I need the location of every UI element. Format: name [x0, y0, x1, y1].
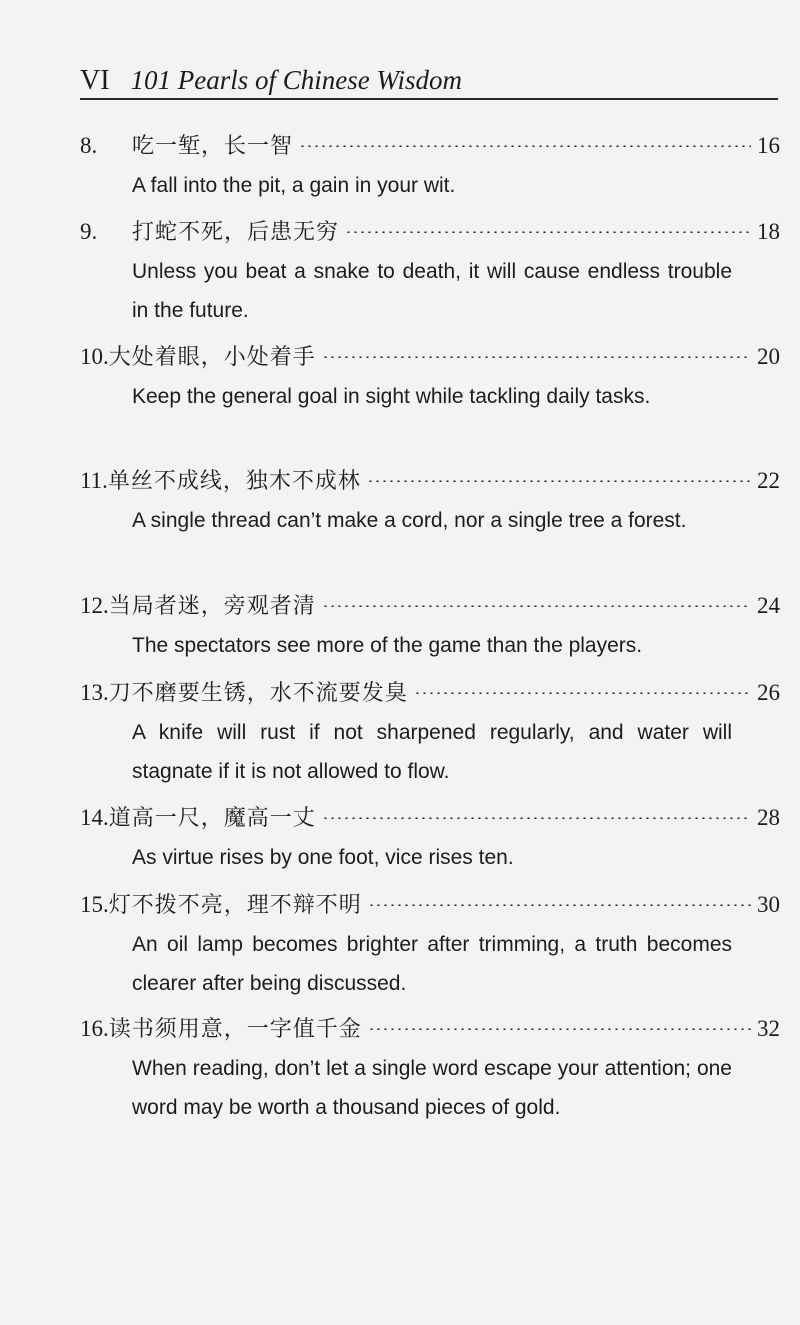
- entry-chinese-title: 单丝不成线，独木不成林: [107, 469, 361, 494]
- entry-english-translation: As virtue rises by one foot, vice rises ten.: [132, 846, 514, 869]
- dot-leader: [322, 356, 751, 358]
- entry-english-translation: A single thread can’t make a cord, nor a single tree a forest.: [132, 509, 687, 532]
- entry-english-translation: When reading, don’t let a single word escape your attention; one word may be worth a thousand pieces of gold.: [132, 1057, 732, 1119]
- entry-page-number: 32: [757, 1016, 780, 1041]
- entry-number: 11.: [80, 468, 108, 493]
- entry-chinese-title: 吃一堑，长一智: [132, 134, 294, 159]
- toc-entry-heading: [80, 126, 780, 166]
- toc-entry: [80, 1009, 780, 1127]
- toc-entry: [80, 885, 780, 1003]
- entry-chinese-title: 灯不拨不亮，理不辩不明: [108, 893, 362, 918]
- entry-english-translation: A knife will rust if not sharpened regularly, and water will stagnate if it is not allowed to flow.: [132, 721, 732, 783]
- entry-number: 10.: [80, 344, 109, 369]
- toc-entry: [80, 126, 780, 205]
- entry-chinese-title: 刀不磨要生锈，水不流要发臭: [108, 681, 408, 706]
- entry-number: 14.: [80, 805, 109, 830]
- entry-page-number: 18: [757, 219, 780, 244]
- dot-leader: [322, 605, 751, 607]
- toc-entry-heading: [80, 1009, 780, 1049]
- book-title: 101 Pearls of Chinese Wisdom: [130, 65, 463, 95]
- toc-entry: [80, 673, 780, 791]
- entry-english-translation: The spectators see more of the game than the players.: [132, 634, 643, 657]
- page-header: [80, 62, 778, 100]
- dot-leader: [368, 1028, 751, 1030]
- toc-entry-heading: [80, 461, 780, 501]
- entry-chinese-title: 打蛇不死，后患无穷: [132, 220, 340, 245]
- entry-page-number: 20: [757, 344, 780, 369]
- dot-leader: [299, 145, 751, 147]
- toc-entry-heading: [80, 673, 780, 713]
- toc-entry: [80, 461, 780, 540]
- page-number: VI: [80, 65, 110, 96]
- entry-page-number: 28: [757, 805, 780, 830]
- toc-entry-heading: [80, 798, 780, 838]
- entry-english-translation: An oil lamp becomes brighter after trimming, a truth becomes clearer after being discussed.: [132, 933, 732, 995]
- toc-entry: [80, 212, 780, 330]
- entry-chinese-title: 大处着眼，小处着手: [108, 345, 316, 370]
- toc-entry: [80, 586, 780, 665]
- dot-leader: [414, 692, 751, 694]
- entry-number: 15.: [80, 892, 109, 917]
- entry-page-number: 30: [757, 892, 780, 917]
- entry-english-translation: Keep the general goal in sight while tackling daily tasks.: [132, 385, 651, 408]
- entry-number: 16.: [80, 1016, 109, 1041]
- dot-leader: [368, 904, 751, 906]
- entry-number: 12.: [80, 593, 109, 618]
- toc-entry: [80, 337, 780, 416]
- toc-entry-heading: [80, 212, 780, 252]
- toc-entry-heading: [80, 885, 780, 925]
- entry-page-number: 16: [757, 133, 780, 158]
- dot-leader: [322, 817, 751, 819]
- dot-leader: [367, 480, 751, 482]
- entry-chinese-title: 读书须用意，一字值千金: [108, 1017, 362, 1042]
- entry-chinese-title: 道高一尺，魔高一丈: [108, 806, 316, 831]
- entry-chinese-title: 当局者迷，旁观者清: [108, 594, 316, 619]
- entry-page-number: 22: [757, 468, 780, 493]
- entry-page-number: 26: [757, 680, 780, 705]
- entry-number: 8.: [80, 133, 98, 158]
- dot-leader: [345, 231, 751, 233]
- entry-number: 9.: [80, 219, 98, 244]
- entry-english-translation: Unless you beat a snake to death, it will cause endless trouble in the future.: [132, 260, 732, 322]
- toc-entry: [80, 798, 780, 877]
- entry-page-number: 24: [757, 593, 780, 618]
- toc-entry-heading: [80, 586, 780, 626]
- entry-english-translation: A fall into the pit, a gain in your wit.: [132, 174, 456, 197]
- toc-entry-heading: [80, 337, 780, 377]
- entry-number: 13.: [80, 680, 109, 705]
